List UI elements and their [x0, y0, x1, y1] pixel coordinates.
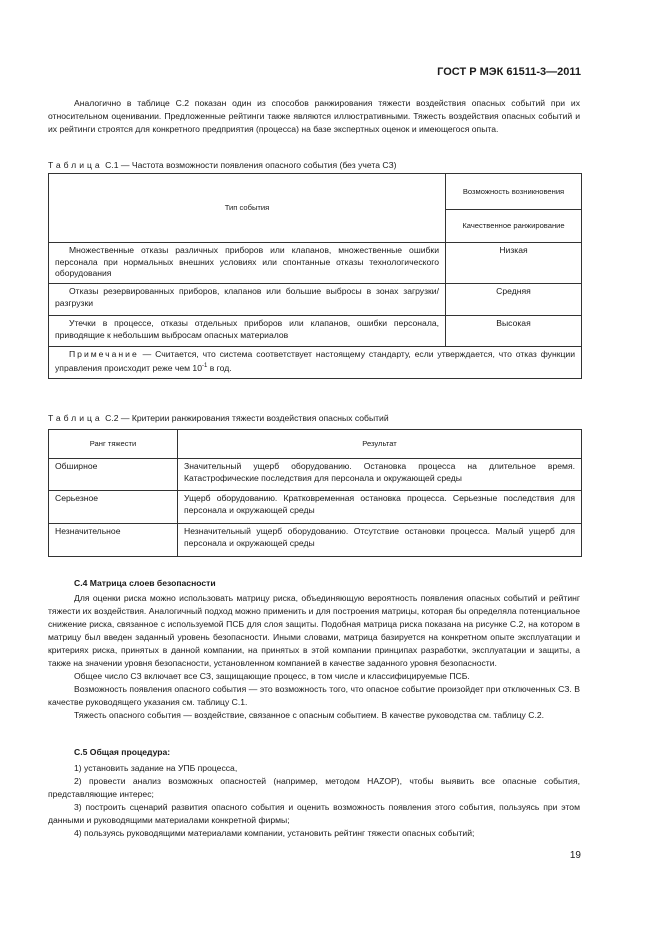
intro-paragraph	[48, 97, 580, 136]
table1-caption-text: С.1 — Частота возможности появления опасного события (без учета СЗ)	[105, 160, 397, 170]
table2-result: Ущерб оборудованию. Кратковременная остановка процесса. Серьезные последствия для персонала и окружающей среды	[178, 491, 582, 524]
table1-header-type: Тип события	[49, 174, 446, 243]
table2-result: Незначительный ущерб оборудованию. Отсутствие остановки процесса. Малый ущерб для персонала и окружающей среды	[178, 524, 582, 557]
table2-caption-prefix: Таблица	[48, 413, 103, 423]
table2-header-rank: Ранг тяжести	[49, 430, 178, 459]
c4-paragraph-4: Тяжесть опасного события — воздействие, связанное с опасным событием. В качестве руководства см. таблицу С.2.	[74, 710, 544, 720]
document-header: ГОСТ Р МЭК 61511-3—2011	[437, 66, 581, 78]
table-event-frequency	[48, 173, 582, 379]
table1-note-text-b: в год.	[207, 362, 232, 373]
table1-note-exp: -1	[202, 362, 208, 369]
table1-rank: Средняя	[446, 284, 582, 316]
table2-rank: Серьезное	[49, 491, 178, 524]
table1-note-row	[49, 347, 582, 379]
list-item: 3) построить сценарий развития опасного события и оценить возможность появления этого события, пользуясь при этом данными и руководящими материалами конкретной фирмы;	[48, 802, 580, 825]
section-c4-title: С.4 Матрица слоев безопасности	[74, 578, 216, 588]
table1-note-text-a: — Считается, что система соответствует настоящему стандарту, если утверждается, что отказ функции управления происходит реже чем 10	[55, 349, 576, 373]
table-row	[49, 284, 582, 316]
table-severity-criteria	[48, 429, 582, 557]
table-row	[49, 316, 582, 347]
list-item: 1) установить задание на УПБ процесса,	[74, 763, 238, 773]
table2-rank: Незначительное	[49, 524, 178, 557]
section-c5-list	[48, 762, 580, 840]
section-c5-title: С.5 Общая процедура:	[74, 747, 171, 757]
table2-result: Значительный ущерб оборудованию. Остановка процесса на длительное время. Катастрофические последствия для персонала и окружающей среды	[178, 459, 582, 491]
c4-paragraph-2: Общее число СЗ включает все СЗ, защищающие процесс, в том числе и классифицируемые ПСБ.	[74, 671, 470, 681]
table2-caption	[48, 413, 389, 423]
table-row	[49, 524, 582, 557]
list-item: 2) провести анализ возможных опасностей (например, методом HAZOP), чтобы выявить все опасные события, представляющие интерес;	[48, 776, 580, 799]
table1-rank: Низкая	[446, 243, 582, 284]
c4-paragraph-3: Возможность появления опасного события — это возможность того, что опасное событие произойдет при отключенных СЗ. В качестве руководящего указания см. таблицу С.1.	[48, 684, 580, 707]
table1-note	[49, 347, 582, 379]
c4-paragraph-1: Для оценки риска можно использовать матрицу риска, объединяющую вероятность появления опасных событий и рейтинг тяжести их воздействия. Аналогичный подход можно применить и для построения матрицы, которая бы определяла потенциальное снижение риска, связанное с используемой ПСБ для слоя защиты. Подобная матрица риска показана на рисунке С.2, на котором в матрицу был введен заданный уровень безопасности. Иными словами, матрица базируется на конкретном опыте эксплуатации и критериях риска, принятых в данной компании, на принятых в этой компании принципах разработки, эксплуатации и защиты, а также на значении уровня безопасности, установленном компанией в качестве заданного уровня безопасности.	[48, 593, 580, 668]
table1-header-possibility: Возможность возникновения	[446, 174, 582, 210]
page-number: 19	[569, 850, 581, 861]
list-item: 4) пользуясь руководящими материалами компании, установить рейтинг тяжести опасных событий;	[74, 828, 475, 838]
table1-header-rating: Качественное ранжирование	[446, 210, 582, 243]
table-row	[49, 491, 582, 524]
table-row	[49, 243, 582, 284]
table1-event: Множественные отказы различных приборов или клапанов, множественные ошибки персонала при нормальных внешних условиях или спонтанные отказы технологического оборудования	[49, 243, 446, 284]
table1-rank: Высокая	[446, 316, 582, 347]
table1-caption	[48, 160, 397, 170]
table1-caption-prefix: Таблица	[48, 160, 103, 170]
table2-header-result: Результат	[178, 430, 582, 459]
section-c4-body	[48, 592, 580, 722]
table-row	[49, 459, 582, 491]
table1-event: Отказы резервированных приборов, клапанов или большие выбросы в зонах загрузки/разгрузки	[49, 284, 446, 316]
intro-text: Аналогично в таблице С.2 показан один из способов ранжирования тяжести воздействия опасных событий при их относительном оценивании. Предложенные рейтинги также являются иллюстративными. Тяжесть воздействия опасных событий и их рейтинги строятся для конкретного предприятия (процесса) на базе экспертных оценок и имеющегося опыта.	[48, 98, 580, 134]
table2-caption-text: С.2 — Критерии ранжирования тяжести воздействия опасных событий	[105, 413, 389, 423]
table1-note-label: Примечание	[69, 349, 139, 359]
table1-event: Утечки в процессе, отказы отдельных приборов или клапанов, ошибки персонала, приводящие к небольшим выбросам опасных материалов	[49, 316, 446, 347]
table2-rank: Обширное	[49, 459, 178, 491]
